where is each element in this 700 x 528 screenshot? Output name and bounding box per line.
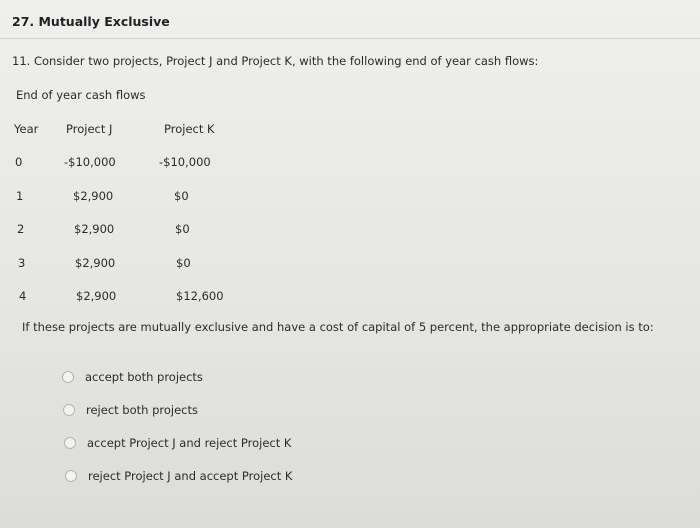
table-cell-project-k: -$10,000 xyxy=(159,155,211,169)
question-prompt: If these projects are mutually exclusive and have a cost of capital of 5 percent, the appropriate decision is to: xyxy=(22,320,654,334)
table-cell-project-j: $2,900 xyxy=(74,222,115,236)
table-cell-project-j: $2,900 xyxy=(73,189,114,203)
table-cell-year: 0 xyxy=(15,155,23,169)
table-cell-project-k: $0 xyxy=(176,256,191,270)
table-cell-year: 1 xyxy=(16,189,24,203)
answer-option[interactable] xyxy=(63,401,198,419)
table-cell-year: 2 xyxy=(17,222,25,236)
table-cell-project-j: -$10,000 xyxy=(64,155,116,169)
table-cell-project-j: $2,900 xyxy=(75,256,116,270)
radio-button[interactable] xyxy=(64,437,76,449)
option-label[interactable]: reject both projects xyxy=(86,403,199,417)
table-cell-project-k: $12,600 xyxy=(176,289,224,303)
table-cell-year: 4 xyxy=(19,289,27,303)
column-header-project-j: Project J xyxy=(66,122,113,136)
column-header-year: Year xyxy=(14,122,39,136)
answer-option[interactable] xyxy=(65,467,292,485)
column-header-project-k: Project K xyxy=(164,122,215,136)
table-cell-year: 3 xyxy=(18,256,26,270)
table-cell-project-j: $2,900 xyxy=(76,289,117,303)
section-title: 27. Mutually Exclusive xyxy=(12,14,170,29)
answer-option[interactable] xyxy=(64,434,291,452)
radio-button[interactable] xyxy=(63,404,75,416)
radio-button[interactable] xyxy=(62,371,74,383)
answer-option[interactable] xyxy=(62,368,203,386)
radio-button[interactable] xyxy=(65,470,77,482)
table-caption: End of year cash flows xyxy=(16,88,146,102)
option-label[interactable]: accept Project J and reject Project K xyxy=(87,436,292,450)
option-label[interactable]: accept both projects xyxy=(85,370,203,384)
table-cell-project-k: $0 xyxy=(175,222,190,236)
divider xyxy=(0,38,700,39)
question-text: 11. Consider two projects, Project J and Project K, with the following end of year cash flows: xyxy=(12,54,539,68)
option-label[interactable]: reject Project J and accept Project K xyxy=(88,469,293,483)
table-cell-project-k: $0 xyxy=(174,189,189,203)
